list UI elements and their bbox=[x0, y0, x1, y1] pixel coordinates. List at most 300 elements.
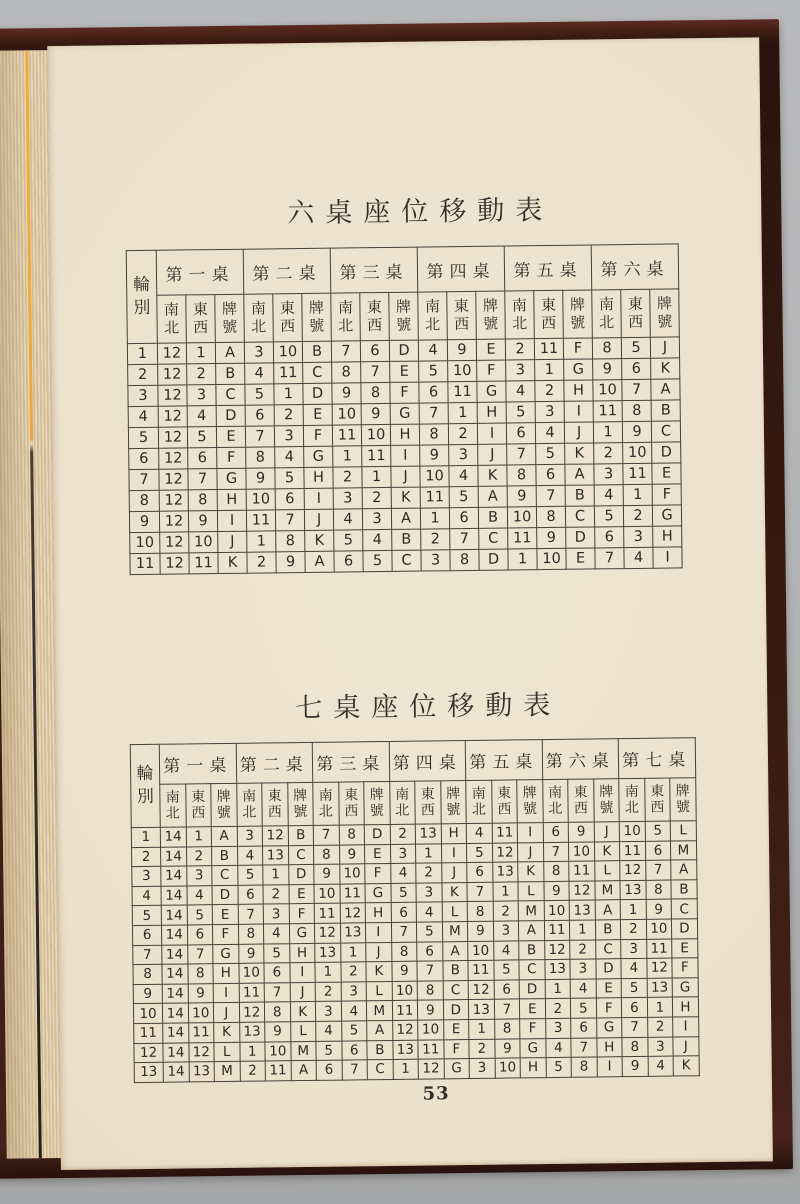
seat-cell: 11 bbox=[332, 425, 361, 446]
seat-cell: D bbox=[212, 885, 238, 905]
seat-cell: B bbox=[216, 363, 245, 384]
seat-cell: 13 bbox=[415, 824, 441, 844]
seat-cell: 10 bbox=[188, 1003, 214, 1023]
seat-cell: 7 bbox=[361, 361, 390, 382]
seat-cell: M bbox=[366, 1001, 392, 1021]
seat-cell: 5 bbox=[449, 486, 478, 507]
seat-cell: 1 bbox=[315, 962, 341, 982]
seat-cell: 14 bbox=[161, 905, 187, 925]
seat-cell: 1 bbox=[545, 979, 571, 999]
sub-header: 牌 號 bbox=[670, 778, 696, 821]
seat-cell: 7 bbox=[507, 444, 536, 465]
seat-cell: 12 bbox=[158, 427, 187, 448]
seat-cell: A bbox=[651, 379, 680, 400]
seat-cell: 14 bbox=[160, 827, 186, 847]
seat-cell: 12 bbox=[262, 826, 288, 846]
round-number-cell: 4 bbox=[128, 406, 158, 427]
seat-cell: 11 bbox=[340, 884, 366, 904]
sub-header: 東 西 bbox=[415, 781, 441, 824]
sub-header: 南 北 bbox=[331, 293, 361, 341]
seat-cell: L bbox=[290, 1021, 316, 1041]
seat-cell: 5 bbox=[275, 467, 304, 488]
round-number-cell: 7 bbox=[133, 945, 162, 965]
seat-cell: 2 bbox=[240, 1061, 266, 1081]
seat-cell: 8 bbox=[536, 506, 565, 527]
seat-cell: 12 bbox=[159, 511, 188, 532]
seat-cell: 4 bbox=[316, 1021, 342, 1041]
seat-cell: 8 bbox=[450, 549, 479, 570]
seat-cell: 4 bbox=[624, 547, 653, 568]
seat-cell: G bbox=[444, 1059, 470, 1079]
seat-cell: 5 bbox=[621, 978, 647, 998]
seat-cell: 2 bbox=[362, 487, 391, 508]
seat-cell: 11 bbox=[544, 920, 570, 940]
seat-cell: A bbox=[367, 1020, 393, 1040]
seat-cell: 4 bbox=[237, 846, 263, 866]
seat-cell: 11 bbox=[239, 983, 265, 1003]
seat-cell: G bbox=[672, 977, 698, 997]
seat-cell: I bbox=[304, 488, 333, 509]
seat-cell: 7 bbox=[391, 922, 417, 942]
seat-cell: 1 bbox=[620, 900, 646, 920]
seat-cell: K bbox=[594, 841, 620, 861]
round-number-cell: 6 bbox=[132, 925, 161, 945]
seat-cell: 5 bbox=[546, 1057, 572, 1077]
seat-cell: 14 bbox=[161, 886, 187, 906]
seat-cell: 8 bbox=[622, 1037, 648, 1057]
sub-header: 牌 號 bbox=[287, 782, 313, 825]
seat-cell: B bbox=[478, 507, 507, 528]
seat-cell: 3 bbox=[263, 904, 289, 924]
seat-cell: F bbox=[289, 904, 315, 924]
seat-cell: 13 bbox=[544, 959, 570, 979]
seven-table-title: 七桌座位移動表 bbox=[295, 689, 562, 725]
seat-cell: 8 bbox=[246, 447, 275, 468]
seat-cell: F bbox=[217, 447, 246, 468]
sub-header: 牌 號 bbox=[650, 289, 680, 337]
seat-cell: D bbox=[389, 340, 418, 361]
round-number-cell: 5 bbox=[132, 906, 161, 926]
seat-cell: 13 bbox=[189, 1062, 215, 1082]
seat-cell: 6 bbox=[621, 998, 647, 1018]
seat-cell: 4 bbox=[333, 509, 362, 530]
seat-cell: 3 bbox=[535, 401, 564, 422]
seat-cell: G bbox=[217, 468, 246, 489]
seat-cell: 2 bbox=[570, 940, 596, 960]
seat-cell: 4 bbox=[545, 1038, 571, 1058]
sub-header: 東 西 bbox=[338, 782, 364, 825]
seat-cell: L bbox=[442, 902, 468, 922]
seat-cell: 6 bbox=[467, 862, 493, 882]
seat-cell: H bbox=[217, 489, 246, 510]
seat-cell: M bbox=[214, 1061, 240, 1081]
seat-cell: 1 bbox=[493, 882, 519, 902]
seat-cell: 3 bbox=[545, 1018, 571, 1038]
seat-cell: 8 bbox=[188, 490, 217, 511]
seat-cell: 13 bbox=[263, 845, 289, 865]
seat-cell: 11 bbox=[420, 487, 449, 508]
seat-cell: K bbox=[391, 487, 420, 508]
sub-header: 南 北 bbox=[542, 779, 568, 822]
seat-cell: 4 bbox=[621, 959, 647, 979]
seat-cell: A bbox=[305, 551, 334, 572]
seat-cell: 4 bbox=[594, 485, 623, 506]
seat-cell: H bbox=[441, 824, 467, 844]
seat-cell: K bbox=[651, 358, 680, 379]
round-number-cell: 12 bbox=[134, 1043, 163, 1063]
seat-cell: 8 bbox=[264, 1002, 290, 1022]
seat-cell: 1 bbox=[362, 466, 391, 487]
seat-cell: E bbox=[476, 339, 505, 360]
seat-cell: 4 bbox=[186, 885, 212, 905]
seat-cell: D bbox=[519, 979, 545, 999]
seat-cell: 3 bbox=[390, 844, 416, 864]
sub-header: 東 西 bbox=[491, 780, 517, 823]
seat-cell: I bbox=[653, 547, 682, 568]
seat-cell: G bbox=[390, 403, 419, 424]
round-number-cell: 2 bbox=[128, 364, 158, 385]
seat-cell: 9 bbox=[420, 445, 449, 466]
seat-cell: G bbox=[596, 1018, 622, 1038]
seat-cell: 12 bbox=[159, 490, 188, 511]
seat-cell: 13 bbox=[569, 900, 595, 920]
seat-cell: 8 bbox=[571, 1057, 597, 1077]
seat-cell: 4 bbox=[506, 381, 535, 402]
seat-cell: 2 bbox=[263, 884, 289, 904]
seat-cell: F bbox=[596, 998, 622, 1018]
seat-cell: I bbox=[365, 922, 391, 942]
seat-cell: 12 bbox=[314, 923, 340, 943]
seat-cell: B bbox=[442, 961, 468, 981]
group-header-table-2: 第二桌 bbox=[236, 742, 313, 783]
seat-cell: 1 bbox=[263, 865, 289, 885]
seat-cell: 9 bbox=[238, 944, 264, 964]
seat-cell: K bbox=[565, 443, 594, 464]
seat-cell: 1 bbox=[186, 827, 212, 847]
seat-cell: 10 bbox=[646, 919, 672, 939]
seat-cell: H bbox=[289, 943, 315, 963]
seat-cell: E bbox=[596, 978, 622, 998]
seven-table-seating-movement-table bbox=[130, 737, 700, 1083]
seat-cell: 13 bbox=[239, 1022, 265, 1042]
seat-cell: B bbox=[565, 485, 594, 506]
seat-cell: 3 bbox=[647, 1037, 673, 1057]
seat-cell: 12 bbox=[647, 958, 673, 978]
seat-cell: D bbox=[652, 442, 681, 463]
seat-cell: B bbox=[595, 920, 621, 940]
seat-cell: I bbox=[673, 1017, 699, 1037]
seat-cell: 4 bbox=[416, 902, 442, 922]
seat-cell: J bbox=[213, 1003, 239, 1023]
seat-cell: 8 bbox=[391, 942, 417, 962]
seat-cell: 6 bbox=[506, 423, 535, 444]
seat-cell: 12 bbox=[160, 553, 189, 574]
round-number-cell: 8 bbox=[133, 964, 162, 984]
sub-header: 南 北 bbox=[592, 290, 622, 338]
seat-cell: 1 bbox=[239, 1042, 265, 1062]
seat-cell: 4 bbox=[187, 406, 216, 427]
seat-cell: 7 bbox=[264, 982, 290, 1002]
group-header-table-2: 第二桌 bbox=[243, 248, 331, 294]
seat-cell: 1 bbox=[247, 531, 276, 552]
seat-cell: F bbox=[212, 924, 238, 944]
seat-cell: E bbox=[212, 905, 238, 925]
seat-cell: 12 bbox=[188, 1042, 214, 1062]
seat-cell: I bbox=[597, 1057, 623, 1077]
seat-cell: B bbox=[302, 341, 331, 362]
seat-cell: A bbox=[442, 941, 468, 961]
seat-cell: 12 bbox=[159, 469, 188, 490]
seat-cell: 14 bbox=[162, 1003, 188, 1023]
round-number-cell: 6 bbox=[129, 448, 159, 469]
header-group-row bbox=[126, 244, 679, 296]
seat-cell: 5 bbox=[334, 530, 363, 551]
seat-cell: 12 bbox=[468, 980, 494, 1000]
seat-cell: M bbox=[290, 1041, 316, 1061]
seat-cell: 1 bbox=[393, 1059, 419, 1079]
seat-cell: H bbox=[213, 963, 239, 983]
seat-cell: 7 bbox=[331, 341, 360, 362]
seat-cell: J bbox=[673, 1036, 699, 1056]
seat-cell: C bbox=[212, 866, 238, 886]
seat-cell: 11 bbox=[593, 401, 622, 422]
seat-cell: D bbox=[303, 383, 332, 404]
seat-cell: G bbox=[289, 923, 315, 943]
seat-cell: 11 bbox=[448, 381, 477, 402]
seat-cell: C bbox=[288, 845, 314, 865]
seat-cell: 14 bbox=[163, 1023, 189, 1043]
seat-cell: A bbox=[291, 1061, 317, 1081]
seat-cell: 5 bbox=[645, 821, 671, 841]
sub-header: 牌 號 bbox=[440, 781, 466, 824]
seat-cell: C bbox=[216, 384, 245, 405]
seat-cell: 10 bbox=[189, 532, 218, 553]
seat-cell: 5 bbox=[187, 427, 216, 448]
seat-cell: K bbox=[673, 1056, 699, 1076]
seat-cell: E bbox=[566, 548, 595, 569]
seat-cell: 12 bbox=[159, 448, 188, 469]
seat-cell: C bbox=[392, 550, 421, 571]
seat-cell: 8 bbox=[417, 981, 443, 1001]
seat-cell: 9 bbox=[537, 527, 566, 548]
seat-cell: 11 bbox=[265, 1061, 291, 1081]
seat-cell: 6 bbox=[334, 551, 363, 572]
round-number-cell: 2 bbox=[132, 847, 161, 867]
seat-cell: 7 bbox=[187, 944, 213, 964]
sub-header: 南 北 bbox=[418, 292, 448, 340]
seat-cell: 12 bbox=[492, 843, 518, 863]
seat-cell: 1 bbox=[420, 508, 449, 529]
seat-cell: 10 bbox=[273, 342, 302, 363]
seat-cell: H bbox=[365, 903, 391, 923]
seat-cell: 11 bbox=[623, 463, 652, 484]
seat-cell: 8 bbox=[646, 880, 672, 900]
seat-cell: 3 bbox=[506, 360, 535, 381]
seat-cell: 2 bbox=[623, 505, 652, 526]
seat-cell: 7 bbox=[467, 882, 493, 902]
seat-cell: 12 bbox=[544, 940, 570, 960]
seat-cell: M bbox=[442, 921, 468, 941]
seat-cell: 2 bbox=[421, 529, 450, 550]
seat-cell: B bbox=[651, 400, 680, 421]
seat-cell: 5 bbox=[341, 1021, 367, 1041]
seat-cell: A bbox=[565, 464, 594, 485]
sub-header: 南 北 bbox=[157, 295, 187, 343]
seat-cell: 12 bbox=[569, 881, 595, 901]
seat-cell: A bbox=[211, 826, 237, 846]
seat-cell: 6 bbox=[238, 885, 264, 905]
sub-header: 東 西 bbox=[621, 289, 651, 337]
round-number-cell: 5 bbox=[128, 427, 158, 448]
seat-cell: 6 bbox=[595, 527, 624, 548]
seat-cell: 1 bbox=[535, 359, 564, 380]
seat-cell: F bbox=[443, 1039, 469, 1059]
seat-cell: K bbox=[214, 1022, 240, 1042]
seat-cell: 8 bbox=[622, 400, 651, 421]
seat-cell: I bbox=[391, 445, 420, 466]
sub-header: 東 西 bbox=[186, 295, 216, 343]
seat-cell: 6 bbox=[245, 405, 274, 426]
group-header-table-5: 第五桌 bbox=[504, 245, 592, 291]
seat-cell: 4 bbox=[390, 863, 416, 883]
seat-cell: 12 bbox=[158, 385, 187, 406]
seat-cell: I bbox=[517, 823, 543, 843]
sub-header: 牌 號 bbox=[593, 779, 619, 822]
seat-cell: 9 bbox=[544, 881, 570, 901]
seat-cell: 4 bbox=[570, 979, 596, 999]
seat-cell: 11 bbox=[492, 823, 518, 843]
seat-cell: I bbox=[213, 983, 239, 1003]
seat-cell: 4 bbox=[648, 1056, 674, 1076]
seat-cell: 4 bbox=[535, 422, 564, 443]
seat-cell: 13 bbox=[620, 880, 646, 900]
round-number-cell: 7 bbox=[129, 469, 159, 490]
seat-cell: 7 bbox=[622, 379, 651, 400]
seat-cell: 6 bbox=[275, 488, 304, 509]
seat-cell: 9 bbox=[391, 961, 417, 981]
group-header-table-4: 第四桌 bbox=[417, 246, 505, 292]
seat-cell: 3 bbox=[244, 342, 273, 363]
sub-header: 東 西 bbox=[644, 778, 670, 821]
sub-header: 東 西 bbox=[273, 294, 303, 342]
seat-cell: K bbox=[442, 882, 468, 902]
seat-cell: F bbox=[563, 338, 592, 359]
sub-header: 牌 號 bbox=[517, 780, 543, 823]
seat-cell: 1 bbox=[333, 446, 362, 467]
seat-cell: 2 bbox=[416, 863, 442, 883]
sub-header: 牌 號 bbox=[563, 290, 593, 338]
seat-cell: C bbox=[303, 362, 332, 383]
seat-cell: D bbox=[566, 527, 595, 548]
seat-cell: 9 bbox=[593, 359, 622, 380]
seat-cell: 9 bbox=[494, 1038, 520, 1058]
seat-cell: 12 bbox=[239, 1002, 265, 1022]
seat-cell: 13 bbox=[340, 923, 366, 943]
seat-cell: 14 bbox=[161, 847, 187, 867]
seat-cell: K bbox=[218, 552, 247, 573]
seat-cell: J bbox=[218, 531, 247, 552]
seat-cell: 3 bbox=[187, 385, 216, 406]
book-cover bbox=[0, 19, 793, 1179]
seat-cell: 11 bbox=[362, 445, 391, 466]
seat-cell: C bbox=[519, 960, 545, 980]
seat-cell: 2 bbox=[594, 443, 623, 464]
seat-cell: 3 bbox=[621, 939, 647, 959]
seat-cell: 10 bbox=[569, 842, 595, 862]
seat-cell: 10 bbox=[468, 941, 494, 961]
seat-cell: 3 bbox=[594, 464, 623, 485]
seat-cell: 6 bbox=[316, 1060, 342, 1080]
seat-cell: F bbox=[652, 484, 681, 505]
seat-cell: J bbox=[564, 422, 593, 443]
seat-cell: 1 bbox=[340, 942, 366, 962]
seat-cell: G bbox=[213, 944, 239, 964]
round-number-cell: 9 bbox=[129, 511, 159, 532]
sub-header: 東 西 bbox=[360, 292, 390, 340]
seat-cell: J bbox=[518, 842, 544, 862]
seat-cell: 2 bbox=[186, 846, 212, 866]
seat-cell: 11 bbox=[468, 960, 494, 980]
seat-cell: A bbox=[595, 900, 621, 920]
group-header-table-3: 第三桌 bbox=[312, 741, 389, 782]
seat-cell: 9 bbox=[188, 511, 217, 532]
seat-cell: 7 bbox=[543, 842, 569, 862]
seat-cell: 2 bbox=[535, 380, 564, 401]
seat-cell: 9 bbox=[622, 421, 651, 442]
sub-header: 東 西 bbox=[534, 290, 564, 338]
seat-cell: K bbox=[366, 962, 392, 982]
seat-cell: 4 bbox=[449, 465, 478, 486]
seat-cell: 5 bbox=[391, 883, 417, 903]
seat-cell: L bbox=[670, 821, 696, 841]
seat-cell: 14 bbox=[162, 945, 188, 965]
seat-cell: 6 bbox=[449, 507, 478, 528]
sub-header: 南 北 bbox=[466, 780, 492, 823]
seat-cell: 10 bbox=[238, 963, 264, 983]
sub-header: 東 西 bbox=[568, 779, 594, 822]
seat-cell: 6 bbox=[188, 448, 217, 469]
seat-cell: 5 bbox=[621, 337, 650, 358]
seat-cell: 12 bbox=[340, 903, 366, 923]
seat-cell: 1 bbox=[469, 1019, 495, 1039]
seat-cell: 3 bbox=[421, 550, 450, 571]
seat-cell: 5 bbox=[237, 865, 263, 885]
round-number-cell: 11 bbox=[134, 1023, 163, 1043]
seat-cell: A bbox=[671, 860, 697, 880]
seat-cell: 10 bbox=[544, 901, 570, 921]
seat-cell: 10 bbox=[623, 442, 652, 463]
page-content bbox=[47, 37, 773, 1170]
seat-cell: E bbox=[652, 463, 681, 484]
seat-cell: K bbox=[305, 530, 334, 551]
sub-header: 牌 號 bbox=[364, 781, 390, 824]
seat-cell: 8 bbox=[238, 924, 264, 944]
seat-cell: A bbox=[215, 342, 244, 363]
seat-cell: 2 bbox=[493, 901, 519, 921]
seat-cell: 11 bbox=[418, 1039, 444, 1059]
seat-cell: 2 bbox=[340, 962, 366, 982]
seat-cell: E bbox=[365, 844, 391, 864]
seat-cell: 3 bbox=[362, 508, 391, 529]
seat-cell: H bbox=[520, 1058, 546, 1078]
seat-cell: 7 bbox=[536, 485, 565, 506]
seat-cell: 11 bbox=[569, 861, 595, 881]
sub-header: 東 西 bbox=[185, 784, 211, 827]
round-number-cell: 10 bbox=[130, 532, 160, 553]
round-number-cell: 3 bbox=[132, 866, 161, 886]
seat-cell: 1 bbox=[416, 843, 442, 863]
seat-cell: E bbox=[288, 884, 314, 904]
